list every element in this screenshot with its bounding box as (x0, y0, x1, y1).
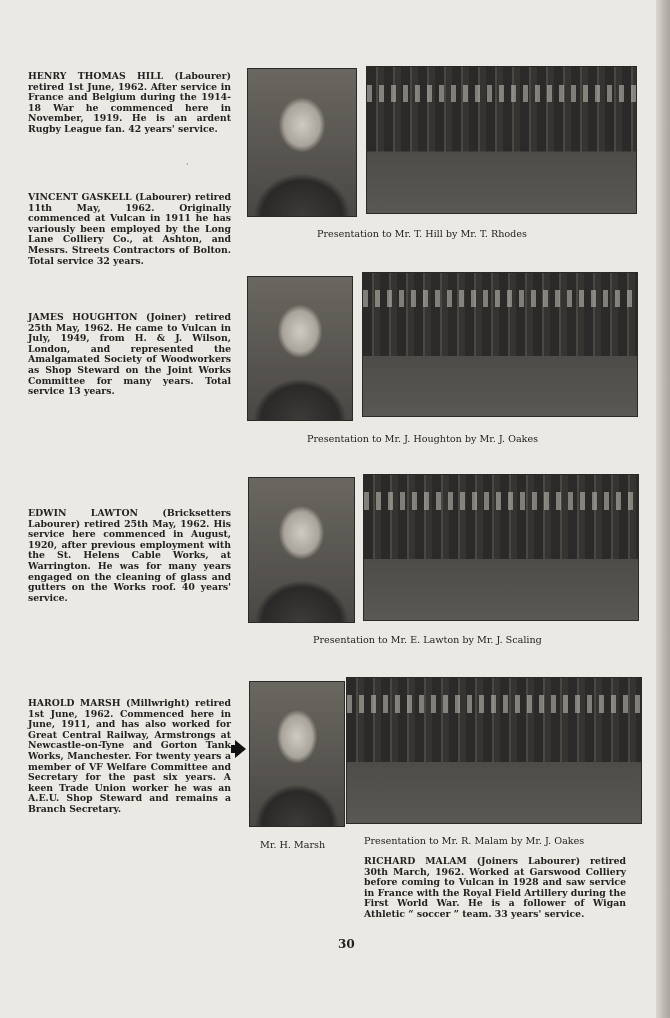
page-number: 30 (338, 937, 355, 951)
bio-houghton (28, 313, 231, 398)
portrait-photo-lawton (248, 477, 355, 623)
speck: · (186, 160, 189, 169)
photo-caption-lawton: Presentation to Mr. E. Lawton by Mr. J. Scaling (313, 635, 542, 646)
bio-text: (Joiner) retired 25th May, 1962. He came to Vulcan in July, 1949, from H. & J. Wilson, London, and represented the Amalgamated Society of Woodworkers as Shop Steward on the Joint Works Committee for many years. Total service 13 years. (28, 312, 231, 398)
group-photo-houghton (362, 272, 638, 417)
photo-caption-malam: Presentation to Mr. R. Malam by Mr. J. Oakes (364, 836, 585, 847)
group-photo-malam (346, 677, 642, 824)
portrait-photo-houghton (247, 276, 353, 421)
portrait-caption-marsh: Mr. H. Marsh (260, 840, 326, 851)
photo-caption-houghton: Presentation to Mr. J. Houghton by Mr. J. Oakes (307, 434, 539, 445)
bio-text: (Labourer) retired 11th May, 1962. Originally commenced at Vulcan in 1911 he has variously been employed by the Long Lane Colliery Co., at Ashton, and Messrs. Streets Contractors of Bolton. Total service 32 years. (28, 192, 231, 267)
bio-name: HAROLD MARSH (28, 698, 121, 709)
group-photo-hill (366, 66, 637, 214)
bio-marsh (28, 699, 231, 816)
portrait-photo-marsh (249, 681, 345, 827)
bio-text: (Labourer) retired 1st June, 1962. After service in France and Belgium during the 1914-18 War he commenced here in November, 1919. He is an ardent Rugby League fan. 42 years' service. (28, 71, 231, 135)
photo-caption-hill: Presentation to Mr. T. Hill by Mr. T. Rhodes (317, 229, 527, 240)
bio-gaskell (28, 193, 231, 267)
bio-text: (Joiners Labourer) retired 30th March, 1962. Worked at Garswood Colliery before coming to Vulcan in 1928 and saw service in France with the Royal Field Artillery during the First World War. He is a follower of Wigan Athletic “ soccer ” team. 33 years' service. (364, 856, 626, 920)
bio-name: EDWIN LAWTON (28, 508, 139, 519)
pointer-arrow-icon (235, 740, 246, 758)
bio-text: (Bricksetters Labourer) retired 25th May, 1962. His service here commenced in August, 1920, after previous employment with the St. Helens Cable Works, at Warrington. He was for many years engaged on the cleaning of glass and gutters on the Works roof. 40 years' service. (28, 508, 232, 604)
bio-malam (364, 857, 626, 921)
bio-lawton (28, 509, 231, 604)
group-photo-lawton (363, 474, 639, 621)
bio-hill (28, 72, 231, 136)
bio-name: RICHARD MALAM (364, 856, 467, 867)
bio-name: HENRY THOMAS HILL (28, 71, 164, 82)
bio-text: (Millwright) retired 1st June, 1962. Commenced here in June, 1911, and has also worked for Great Central Railway, Armstrongs at Newcastle-on-Tyne and Gorton Tank Works, Manchester. For twenty years a member of VF Welfare Committee and Secretary for the past six years. A keen Trade Union worker he was an A.E.U. Shop Steward and remains a Branch Secretary. (28, 698, 231, 815)
bio-name: VINCENT GASKELL (28, 192, 132, 203)
page-edge (656, 0, 670, 1018)
portrait-photo-hill (247, 68, 357, 217)
bio-name: JAMES HOUGHTON (28, 312, 138, 323)
